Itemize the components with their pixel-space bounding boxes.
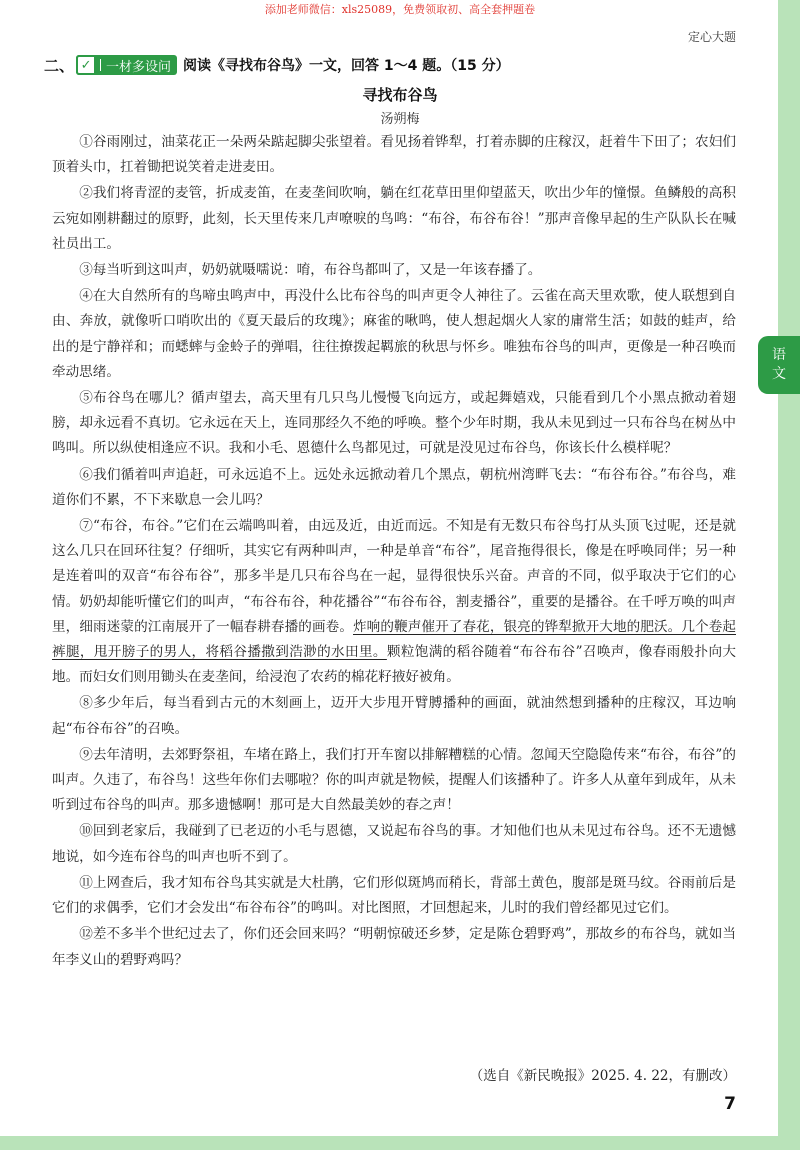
paragraph-8: ⑧多少年后，每当看到古元的木刻画上，迈开大步甩开臂膊播种的画面，就油然想到播种的庄稼汉，耳边响起“布谷布谷”的召唤。 [52, 695, 736, 737]
paragraph-5: ⑤布谷鸟在哪儿？循声望去，高天里有几只鸟儿慢慢飞向远方，或起舞嬉戏，只能看到几个小黑点掀动着翅膀，却永远看不真切。它永远在天上，连同那经久不绝的呼唤。整个少年时期，我从未见到过一只布谷鸟在树丛中鸣叫。所以纵使相逢应不识。我和小毛、恩德什么鸟都见过，可就是没见过布谷鸟，你该长什么模样呢？ [52, 390, 736, 457]
paragraph-12: ⑫差不多半个世纪过去了，你们还会回来吗？“明朝惊破还乡梦，定是陈仓碧野鸡”，那故乡的布谷鸟，就如当年李义山的碧野鸡吗？ [52, 926, 736, 968]
paragraph-7-underlined: 炸响的鞭声催开了春花，银亮的铧犁掀开大地的肥沃。几个卷起裤腿，甩开膀子的男人，将稻谷播撒到浩渺的水田里。 [52, 618, 736, 661]
page-border-right [778, 0, 800, 1150]
article-body [52, 130, 736, 974]
subject-tab-line2: 文 [772, 366, 786, 382]
article-source: （选自《新民晚报》2025. 4. 22，有删改） [469, 1068, 736, 1084]
page-number: 7 [724, 1094, 736, 1114]
paragraph-11: ⑪上网查后，我才知布谷鸟其实就是大杜鹃，它们形似斑鸠而稍长，背部土黄色，腹部是斑马纹。谷雨前后是它们的求偶季，它们才会发出“布谷布谷”的鸣叫。对比图照，才回想起来，儿时的我们曾经都见过它们。 [52, 874, 736, 917]
section-number: 二、 [44, 56, 75, 75]
section-badge [76, 55, 177, 75]
subject-tab-line1: 语 [772, 347, 786, 363]
paragraph-10: ⑩回到老家后，我碰到了已老迈的小毛与恩德，又说起布谷鸟的事。才知他们也从未见过布谷鸟。还不无遗憾地说，如今连布谷鸟的叫声也听不到了。 [52, 823, 736, 865]
section-heading [44, 52, 760, 78]
header-label: 定心大题 [687, 30, 736, 44]
paragraph-9: ⑨去年清明，去郊野祭祖，车堵在路上，我们打开车窗以排解糟糕的心情。忽闻天空隐隐传来“布谷，布谷”的叫声。久违了，布谷鸟！这些年你们去哪啦？你的叫声就是物候，提醒人们该播种了。许多人从童年到成年，从未听到过布谷鸟的叫声。那多遗憾啊！那可是大自然最美妙的春之声！ [52, 746, 736, 814]
article-author: 汤朔梅 [380, 112, 420, 127]
watermark-text: 添加老师微信：xls25089，免费领取初、高全套押题卷 [264, 3, 536, 16]
paragraph-3: ③每当听到这叫声，奶奶就嗫嚅说：唷，布谷鸟都叫了，又是一年该春播了。 [79, 262, 542, 279]
article-title: 寻找布谷鸟 [362, 86, 438, 104]
check-icon: ✓ [76, 55, 96, 75]
badge-divider [100, 59, 101, 71]
paragraph-7-part-a: ⑦“布谷，布谷。”它们在云端鸣叫着，由远及近，由近而远。不知是有无数只布谷鸟打从头顶飞过呢，还是就这么几只在回环往复？仔细听，其实它有两种叫声，一种是单音“布谷”，尾音拖得很长，像是在呼唤同伴；另一种是连着叫的双音“布谷布谷”，那多半是几只布谷鸟在一起，显得很快乐兴奋。声音的不同，似乎取决于它们的心情。奶奶却能听懂它们的叫声，“布谷布谷，种花播谷”“布谷布谷，割麦播谷”，重要的是播谷。在千呼万唤的叫声里，细雨迷蒙的江南展开了一幅春耕春播的画卷。 [52, 518, 736, 635]
page-border-bottom [0, 1136, 800, 1150]
paragraph-1: ①谷雨刚过，油菜花正一朵两朵踮起脚尖张望着。看见扬着铧犁，打着赤脚的庄稼汉，赶着牛下田了；农妇们顶着头巾，扛着锄把说笑着走进麦田。 [52, 134, 736, 176]
section-instruction: 阅读《寻找布谷鸟》一文，回答 1～4 题。（15 分） [183, 58, 510, 74]
badge-text: 一材多设问 [106, 59, 172, 75]
paragraph-4: ④在大自然所有的鸟啼虫鸣声中，再没什么比布谷鸟的叫声更令人神往了。云雀在高天里欢歌，使人联想到自由、奔放，就像听口哨吹出的《夏天最后的玫瑰》；麻雀的啾鸣，使人想起烟火人家的庸常生活；如鼓的蛙声，给出的是宁静祥和；而蟋蟀与金蛉子的弹唱，往往撩拨起羁旅的秋思与怀乡。唯独布谷鸟的叫声，更像是一种召唤而牵动思绪。 [52, 288, 736, 380]
paragraph-2: ②我们将青涩的麦管，折成麦笛，在麦垄间吹响，躺在红花草田里仰望蓝天，吹出少年的憧憬。鱼鳞般的高积云宛如刚耕翻过的原野，此刻，长天里传来几声嘹唳的鸟鸣：“布谷，布谷布谷！”那声音像早起的生产队队长在喊社员出工。 [52, 185, 736, 252]
subject-tab[interactable] [758, 336, 800, 394]
paragraph-6: ⑥我们循着叫声追赶，可永远追不上。远处永远掀动着几个黑点，朝杭州湾畔飞去：“布谷布谷。”布谷鸟，难道你们不累，不下来歇息一会儿吗？ [52, 466, 736, 508]
paragraph-7-part-c: 颗粒饱满的稻谷随着“布谷布谷”召唤声，像春雨般扑向大地。而妇女们则用锄头在麦垄间，给浸泡了农药的棉花籽掖好被角。 [52, 644, 736, 686]
paragraph-7 [52, 514, 736, 690]
